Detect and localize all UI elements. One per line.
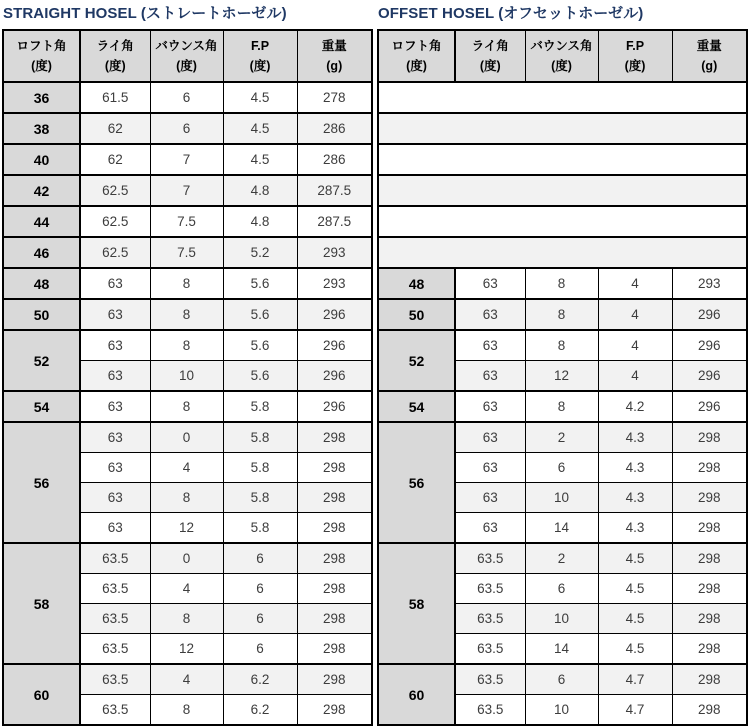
table-row [3,82,372,113]
cell-fp: 4 [598,330,672,361]
cell-fp: 4.2 [598,391,672,422]
cell-lie: 63 [80,483,150,513]
column-header-fp [223,30,297,82]
table-row [3,206,372,237]
cell-lie: 62 [80,144,150,175]
column-header-lie [455,30,525,82]
cell-lie: 63 [455,422,525,453]
cell-weight: 296 [672,299,747,330]
cell-lie: 62.5 [80,175,150,206]
loft-cell: 54 [378,391,455,422]
cell-lie: 63 [455,361,525,392]
table-row [378,664,747,695]
cell-lie: 63 [80,330,150,361]
cell-weight: 298 [297,695,372,726]
cell-bounce: 12 [525,361,598,392]
cell-bounce: 0 [150,543,223,574]
table-row [3,299,372,330]
straight-hosel-table [2,29,373,726]
table-row [378,543,747,574]
loft-cell: 50 [3,299,80,330]
cell-bounce: 10 [525,483,598,513]
cell-weight: 298 [297,422,372,453]
cell-bounce: 2 [525,422,598,453]
empty-cell [378,113,747,144]
cell-fp: 5.6 [223,330,297,361]
column-header-unit: (g) [326,59,343,73]
cell-lie: 63 [455,483,525,513]
cell-weight: 296 [672,361,747,392]
cell-fp: 5.8 [223,483,297,513]
cell-lie: 63.5 [455,695,525,726]
loft-cell: 56 [3,422,80,543]
column-header-loft [3,30,80,82]
cell-fp: 4 [598,361,672,392]
column-header-label: 重量 [696,39,722,53]
table-row [3,144,372,175]
cell-weight: 287.5 [297,206,372,237]
cell-fp: 4.5 [598,634,672,665]
empty-cell [378,206,747,237]
cell-lie: 63.5 [80,574,150,604]
straight-hosel-table-host [2,29,373,726]
cell-weight: 298 [672,634,747,665]
cell-bounce: 6 [150,113,223,144]
cell-weight: 293 [672,268,747,299]
column-header-lie [80,30,150,82]
cell-fp: 5.8 [223,422,297,453]
empty-cell [378,144,747,175]
cell-fp: 5.2 [223,237,297,268]
cell-fp: 4.5 [598,574,672,604]
cell-lie: 63 [80,268,150,299]
table-row [3,422,372,453]
cell-lie: 63.5 [80,634,150,665]
cell-bounce: 4 [150,453,223,483]
column-header-bounce [150,30,223,82]
empty-row [378,175,747,206]
cell-lie: 63 [80,453,150,483]
cell-fp: 5.6 [223,299,297,330]
cell-bounce: 10 [525,695,598,726]
cell-bounce: 7.5 [150,206,223,237]
loft-cell: 58 [378,543,455,664]
cell-bounce: 0 [150,422,223,453]
cell-lie: 61.5 [80,82,150,113]
cell-weight: 298 [297,604,372,634]
cell-weight: 298 [297,664,372,695]
cell-weight: 298 [297,483,372,513]
cell-bounce: 8 [150,330,223,361]
cell-fp: 6 [223,574,297,604]
cell-weight: 298 [297,543,372,574]
cell-fp: 4.3 [598,453,672,483]
loft-cell: 46 [3,237,80,268]
cell-fp: 4.3 [598,513,672,544]
column-header-unit: (度) [249,59,271,73]
column-header-label: F.P [625,39,645,53]
cell-weight: 298 [672,695,747,726]
cell-fp: 6 [223,543,297,574]
offset-hosel-table-host [377,29,749,726]
offset-hosel-section [377,3,749,726]
cell-weight: 293 [297,268,372,299]
cell-lie: 63.5 [80,543,150,574]
cell-weight: 298 [297,634,372,665]
cell-lie: 63 [455,299,525,330]
cell-weight: 298 [672,513,747,544]
cell-weight: 298 [672,664,747,695]
cell-bounce: 4 [150,574,223,604]
cell-lie: 63 [80,513,150,544]
cell-weight: 296 [297,391,372,422]
cell-lie: 63 [455,513,525,544]
column-header-unit: (度) [104,59,126,73]
table-row [378,422,747,453]
cell-lie: 63.5 [455,634,525,665]
cell-lie: 63 [455,453,525,483]
cell-fp: 5.8 [223,513,297,544]
cell-weight: 298 [672,543,747,574]
offset-hosel-table [377,29,748,726]
cell-bounce: 2 [525,543,598,574]
loft-cell: 40 [3,144,80,175]
cell-weight: 278 [297,82,372,113]
cell-lie: 63 [455,268,525,299]
cell-fp: 4.5 [223,144,297,175]
cell-weight: 298 [672,604,747,634]
cell-bounce: 7 [150,144,223,175]
cell-weight: 298 [297,574,372,604]
cell-weight: 298 [672,453,747,483]
table-row [3,268,372,299]
empty-cell [378,175,747,206]
cell-bounce: 8 [525,391,598,422]
column-header-label: バウンス角 [530,39,593,53]
cell-fp: 5.8 [223,391,297,422]
loft-cell: 44 [3,206,80,237]
empty-row [378,206,747,237]
column-header-label: バウンス角 [155,39,218,53]
column-header-unit: (度) [31,59,52,73]
cell-bounce: 8 [525,268,598,299]
loft-cell: 54 [3,391,80,422]
loft-cell: 48 [378,268,455,299]
cell-bounce: 7.5 [150,237,223,268]
table-row [3,175,372,206]
column-header-unit: (度) [624,59,646,73]
cell-fp: 4 [598,299,672,330]
cell-lie: 63 [80,391,150,422]
cell-bounce: 8 [150,483,223,513]
cell-weight: 287.5 [297,175,372,206]
column-header-label: ライ角 [471,39,509,53]
table-row [378,330,747,361]
cell-weight: 296 [672,330,747,361]
empty-row [378,82,747,113]
cell-fp: 6.2 [223,695,297,726]
cell-weight: 286 [297,144,372,175]
cell-lie: 63.5 [80,695,150,726]
cell-weight: 296 [297,330,372,361]
column-header-label: ロフト角 [391,39,442,53]
header-row [378,30,747,82]
cell-lie: 63.5 [455,604,525,634]
cell-weight: 296 [297,299,372,330]
cell-bounce: 8 [525,299,598,330]
cell-fp: 6 [223,604,297,634]
loft-cell: 50 [378,299,455,330]
table-row [3,237,372,268]
cell-bounce: 8 [150,268,223,299]
cell-lie: 63 [80,299,150,330]
empty-row [378,113,747,144]
cell-fp: 4 [598,268,672,299]
cell-lie: 62.5 [80,237,150,268]
cell-lie: 63.5 [455,574,525,604]
table-row [3,391,372,422]
cell-bounce: 10 [525,604,598,634]
loft-cell: 36 [3,82,80,113]
cell-weight: 298 [297,453,372,483]
table-row [3,664,372,695]
cell-fp: 4.7 [598,695,672,726]
column-header-weight [297,30,372,82]
empty-row [378,237,747,268]
cell-bounce: 8 [150,299,223,330]
cell-fp: 6.2 [223,664,297,695]
cell-lie: 63.5 [80,604,150,634]
table-row [378,268,747,299]
cell-lie: 63 [80,422,150,453]
cell-bounce: 14 [525,634,598,665]
cell-bounce: 6 [525,453,598,483]
cell-bounce: 10 [150,361,223,392]
cell-bounce: 8 [150,391,223,422]
cell-bounce: 4 [150,664,223,695]
cell-bounce: 6 [150,82,223,113]
column-header-label: F.P [250,39,270,53]
column-header-unit: (度) [551,59,572,73]
column-header-unit: (度) [406,59,427,73]
cell-weight: 298 [672,483,747,513]
cell-fp: 4.5 [223,113,297,144]
column-header-unit: (度) [176,59,197,73]
cell-fp: 4.8 [223,206,297,237]
cell-fp: 4.8 [223,175,297,206]
loft-cell: 48 [3,268,80,299]
cell-weight: 298 [672,574,747,604]
loft-cell: 60 [3,664,80,725]
cell-weight: 286 [297,113,372,144]
column-header-unit: (度) [479,59,501,73]
cell-bounce: 7 [150,175,223,206]
cell-weight: 298 [297,513,372,544]
cell-fp: 4.5 [223,82,297,113]
offset-hosel-title: OFFSET HOSEL (オフセットホーゼル) [378,5,644,22]
cell-lie: 62.5 [80,206,150,237]
cell-bounce: 8 [525,330,598,361]
header-row [3,30,372,82]
column-header-weight [672,30,747,82]
cell-lie: 63 [455,330,525,361]
cell-fp: 4.7 [598,664,672,695]
table-row [378,299,747,330]
empty-cell [378,237,747,268]
cell-lie: 63 [455,391,525,422]
cell-bounce: 8 [150,695,223,726]
cell-bounce: 12 [150,634,223,665]
column-header-unit: (g) [701,59,718,73]
loft-cell: 38 [3,113,80,144]
cell-lie: 63.5 [80,664,150,695]
table-row [3,543,372,574]
cell-fp: 5.8 [223,453,297,483]
column-header-loft [378,30,455,82]
loft-cell: 56 [378,422,455,543]
table-row [3,330,372,361]
cell-lie: 62 [80,113,150,144]
cell-fp: 6 [223,634,297,665]
loft-cell: 42 [3,175,80,206]
cell-fp: 4.3 [598,422,672,453]
loft-cell: 58 [3,543,80,664]
straight-hosel-section [2,3,373,726]
empty-row [378,144,747,175]
cell-lie: 63 [80,361,150,392]
cell-fp: 5.6 [223,361,297,392]
column-header-bounce [525,30,598,82]
cell-fp: 4.5 [598,543,672,574]
cell-bounce: 6 [525,664,598,695]
column-header-label: ロフト角 [16,39,67,53]
cell-weight: 296 [297,361,372,392]
cell-fp: 4.5 [598,604,672,634]
table-row [3,113,372,144]
loft-cell: 60 [378,664,455,725]
cell-bounce: 14 [525,513,598,544]
cell-lie: 63.5 [455,543,525,574]
cell-fp: 5.6 [223,268,297,299]
cell-lie: 63.5 [455,664,525,695]
cell-fp: 4.3 [598,483,672,513]
column-header-label: ライ角 [96,39,134,53]
cell-bounce: 12 [150,513,223,544]
column-header-fp [598,30,672,82]
cell-weight: 296 [672,391,747,422]
empty-cell [378,82,747,113]
cell-weight: 293 [297,237,372,268]
loft-cell: 52 [378,330,455,391]
table-row [378,391,747,422]
cell-bounce: 8 [150,604,223,634]
cell-bounce: 6 [525,574,598,604]
loft-cell: 52 [3,330,80,391]
column-header-label: 重量 [321,39,347,53]
cell-weight: 298 [672,422,747,453]
straight-hosel-title: STRAIGHT HOSEL (ストレートホーゼル) [3,5,287,22]
